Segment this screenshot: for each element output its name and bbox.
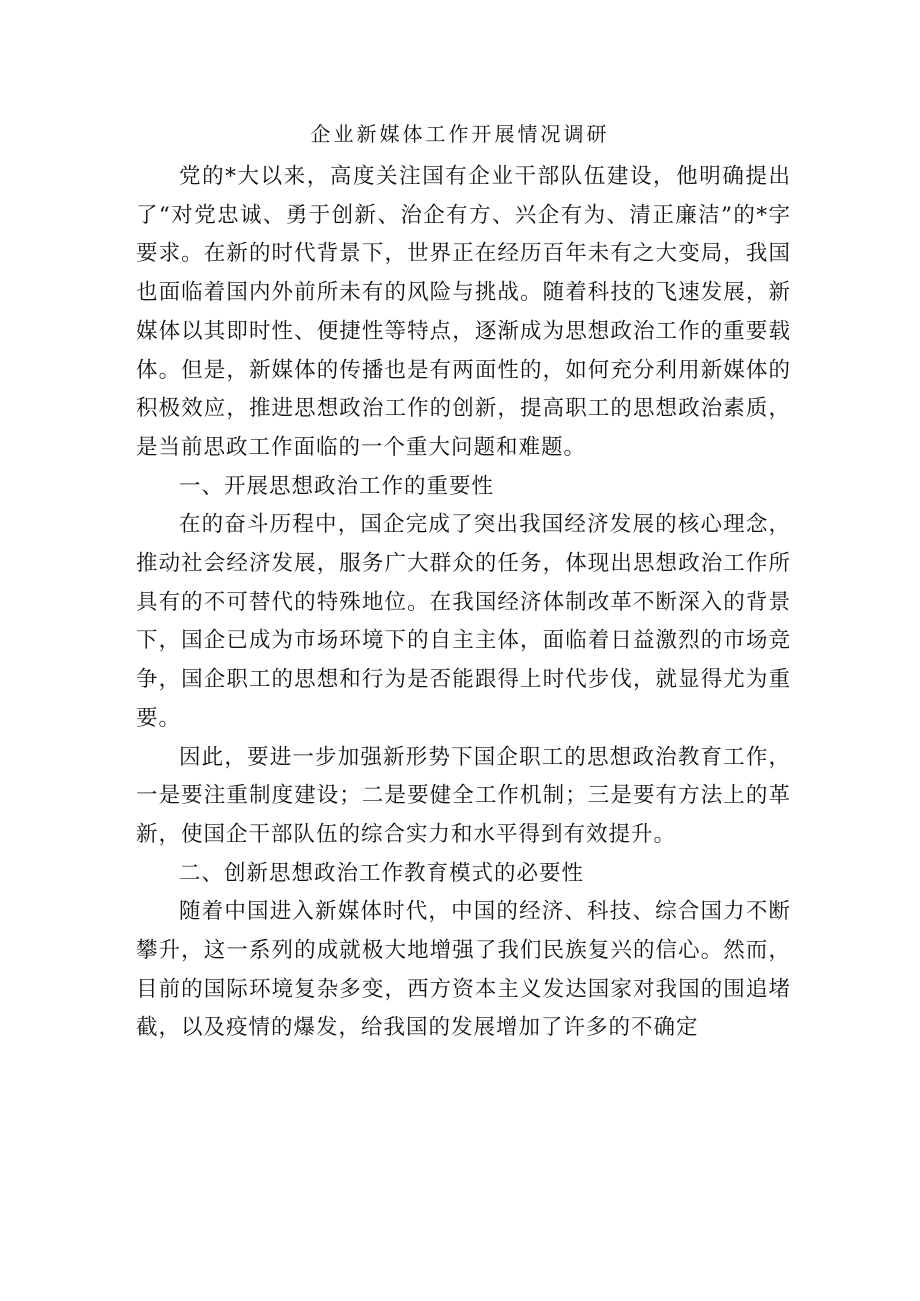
document-body [136,158,791,1048]
paragraph-intro: 党的*大以来，高度关注国有企业干部队伍建设，他明确提出了“对党忠诚、勇于创新、治企有方、兴企有为、清正廉洁”的*字要求。在新的时代背景下，世界正在经历百年未有之大变局，我国也面临着国内外前所未有的风险与挑战。随着科技的飞速发展，新媒体以其即时性、便捷性等特点，逐渐成为思想政治工作的重要载体。但是，新媒体的传播也是有两面性的，如何充分利用新媒体的积极效应，推进思想政治工作的创新，提高职工的思想政治素质，是当前思政工作面临的一个重大问题和难题。 [136,164,791,460]
paragraph-section-2-a: 随着中国进入新媒体时代，中国的经济、科技、综合国力不断攀升，这一系列的成就极大地增强了我们民族复兴的信心。然而，目前的国际环境复杂多变，西方资本主义发达国家对我国的围追堵截，以及疫情的爆发，给我国的发展增加了许多的不确定 [136,899,791,1041]
section-heading-1: 一、开展思想政治工作的重要性 [179,473,495,499]
paragraph-section-1-b: 因此，要进一步加强新形势下国企职工的思想政治教育工作，一是要注重制度建设；二是要健全工作机制；三是要有方法上的革新，使国企干部队伍的综合实力和水平得到有效提升。 [136,744,791,847]
paragraph-section-1-a: 在的奋斗历程中，国企完成了突出我国经济发展的核心理念，推动社会经济发展，服务广大群众的任务，体现出思想政治工作所具有的不可替代的特殊地位。在我国经济体制改革不断深入的背景下，国企已成为市场环境下的自主主体，面临着日益激烈的市场竞争，国企职工的思想和行为是否能跟得上时代步伐，就显得尤为重要。 [136,512,791,731]
document-title: 企业新媒体工作开展情况调研 [310,122,610,146]
section-heading-2: 二、创新思想政治工作教育模式的必要性 [179,860,585,886]
